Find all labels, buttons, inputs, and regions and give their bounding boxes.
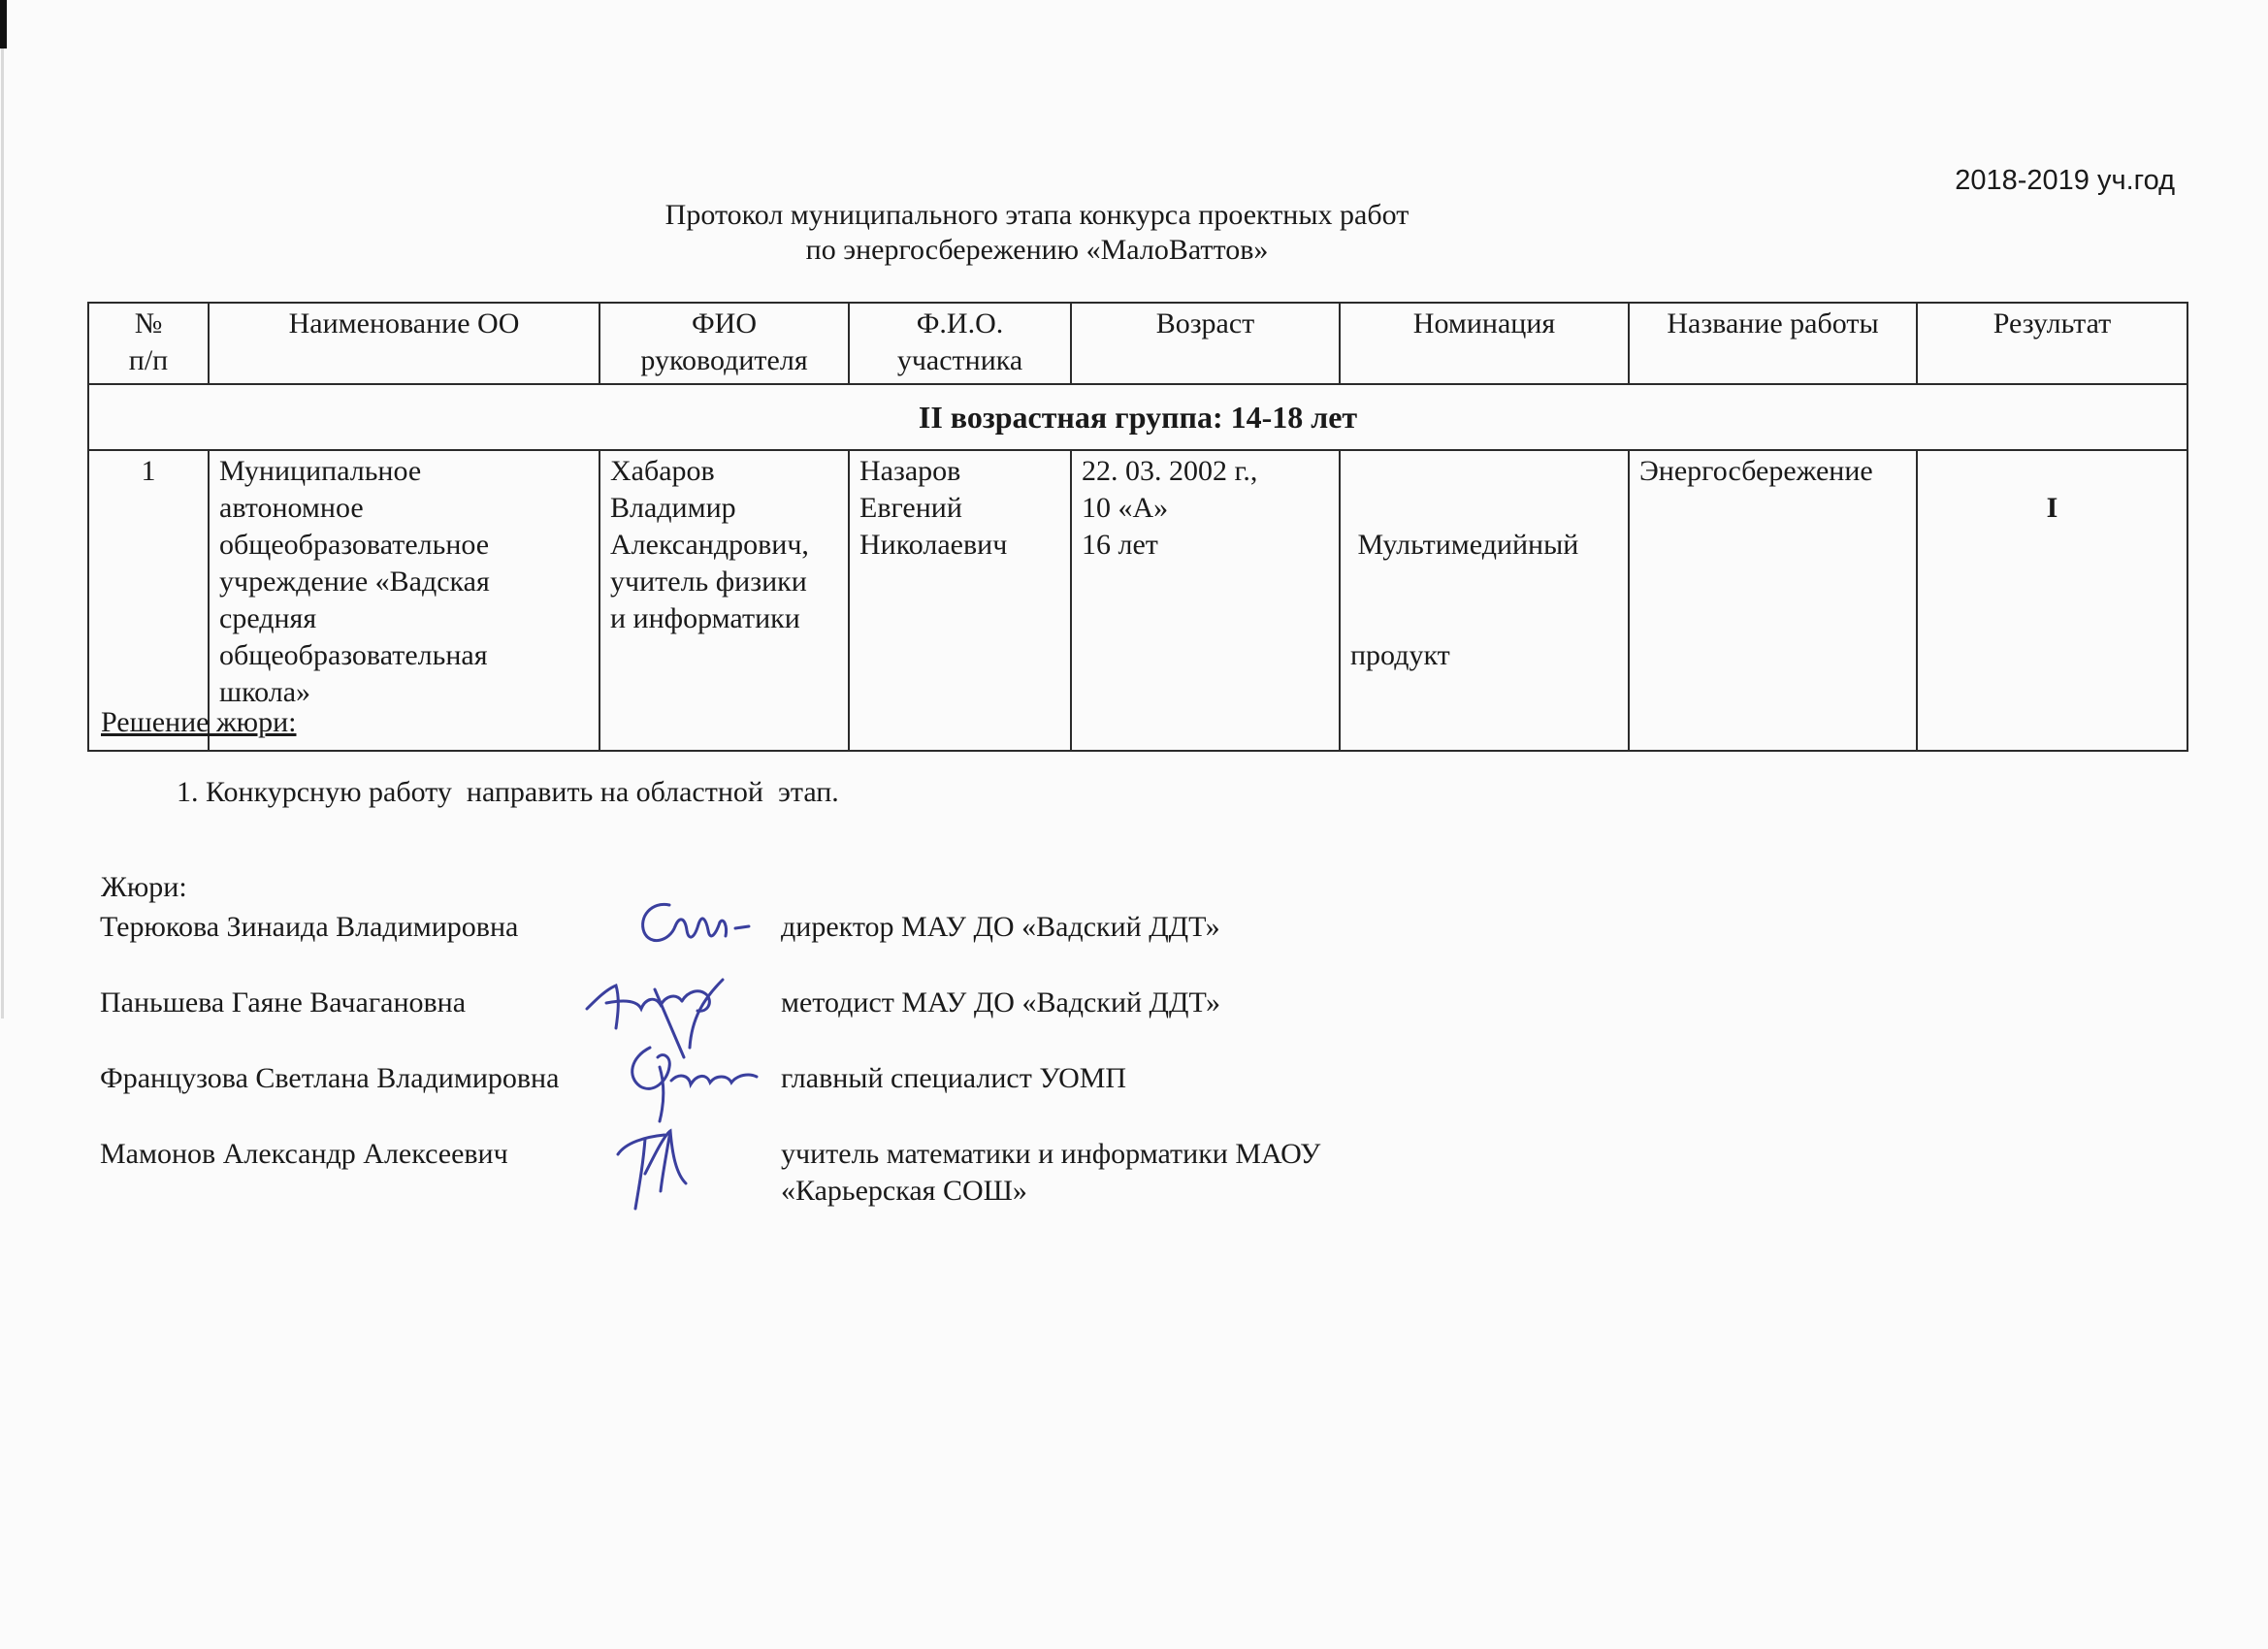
cell-result: I: [1917, 450, 2187, 751]
column-header-number: № п/п: [88, 303, 209, 384]
age-group-label: II возрастная группа: 14-18 лет: [88, 384, 2187, 450]
school-year: 2018-2019 уч.год: [1955, 165, 2175, 196]
column-header-age: Возраст: [1071, 303, 1340, 384]
jury-member-name: Паньшева Гаяне Вачагановна: [100, 986, 467, 1018]
document-title-line-2: по энергосбережению «МалоВаттов»: [805, 234, 1269, 266]
cell-nomination: Мультимедийный продукт: [1340, 450, 1629, 751]
signature-3-icon: [621, 1038, 766, 1125]
cell-leader: Хабаров Владимир Александрович, учитель физики и информатики: [599, 450, 849, 751]
cell-work-title: Энергосбережение: [1629, 450, 1917, 751]
cell-participant: Назаров Евгений Николаевич: [849, 450, 1071, 751]
jury-decision-title: Решение жюри:: [101, 706, 297, 738]
jury-decision-item: 1. Конкурсную работу направить на областной этап.: [177, 776, 839, 808]
column-header-participant: Ф.И.О. участника: [849, 303, 1071, 384]
column-header-work-title: Название работы: [1629, 303, 1917, 384]
age-group-row: [88, 384, 2187, 450]
jury-member-position: главный специалист УОМП: [781, 1062, 1127, 1094]
scan-edge-shadow: [1, 48, 4, 1018]
signature-1-icon: [631, 888, 757, 965]
table-header-row: [88, 303, 2187, 384]
jury-title: Жюри:: [101, 871, 187, 903]
column-header-organization: Наименование ОО: [209, 303, 599, 384]
jury-member-position: директор МАУ ДО «Вадский ДДТ»: [781, 911, 1220, 943]
scan-edge: [0, 0, 7, 48]
cell-organization: Муниципальное автономное общеобразовательное учреждение «Вадская средняя общеобразовательная школа»: [209, 450, 599, 751]
cell-number: 1: [88, 450, 209, 751]
jury-member-name: Терюкова Зинаида Владимировна: [100, 911, 519, 943]
jury-member-position: учитель математики и информатики МАОУ: [781, 1138, 1321, 1170]
jury-member-name: Мамонов Александр Алексеевич: [100, 1138, 508, 1170]
results-table: [87, 302, 2188, 752]
jury-member-position: методист МАУ ДО «Вадский ДДТ»: [781, 986, 1221, 1018]
cell-age: 22. 03. 2002 г., 10 «А» 16 лет: [1071, 450, 1340, 751]
column-header-result: Результат: [1917, 303, 2187, 384]
document-title-line-1: Протокол муниципального этапа конкурса проектных работ: [664, 199, 1409, 231]
jury-member-position-line-2: «Карьерская СОШ»: [781, 1175, 1027, 1207]
column-header-nomination: Номинация: [1340, 303, 1629, 384]
signature-4-icon: [606, 1116, 713, 1212]
column-header-leader: ФИО руководителя: [599, 303, 849, 384]
jury-member-name: Французова Светлана Владимировна: [100, 1062, 560, 1094]
table-row: [88, 450, 2187, 751]
